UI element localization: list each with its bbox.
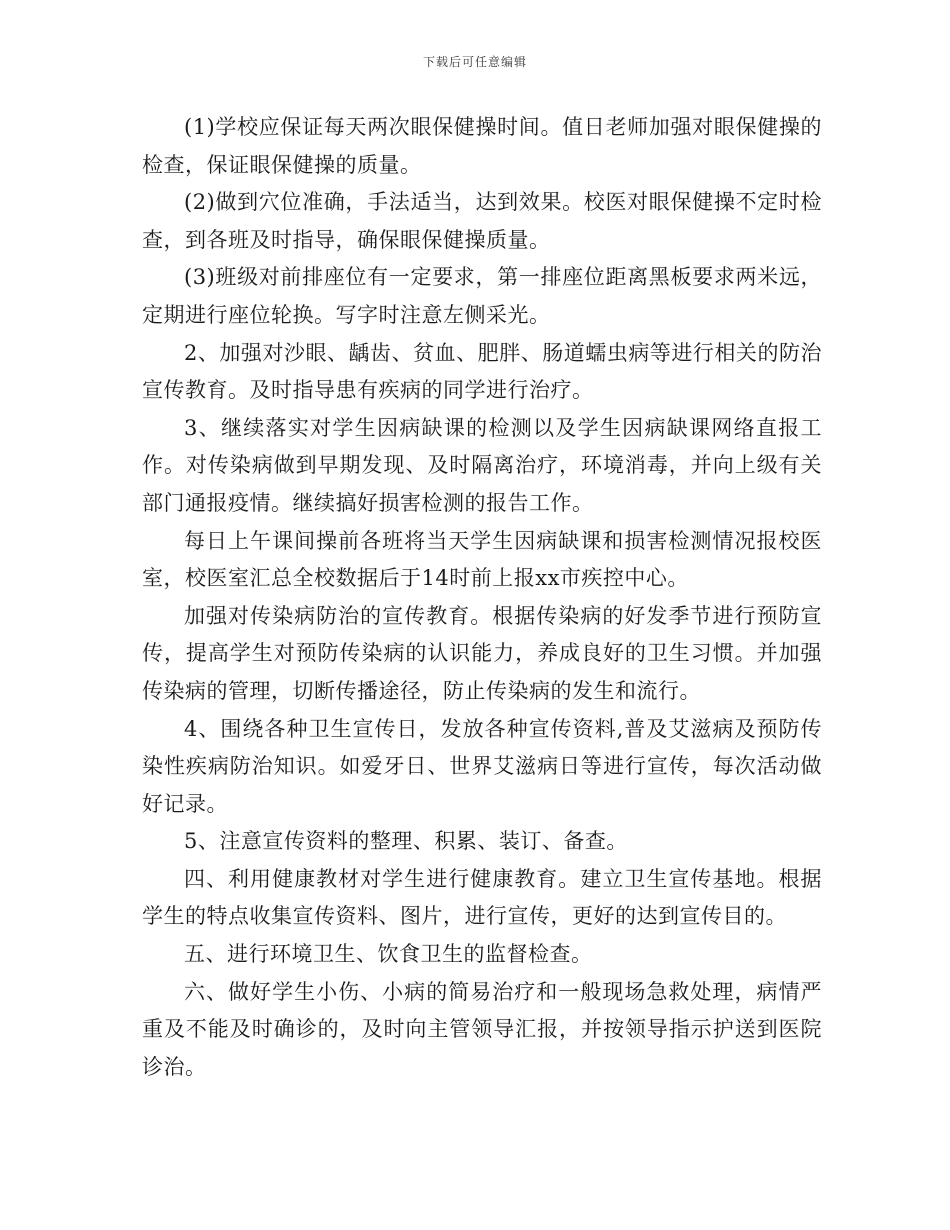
paragraph: 六、做好学生小伤、小病的简易治疗和一般现场急救处理，病情严重及不能及时确诊的，及时向主管领导汇报，并按领导指示护送到医院诊治。: [142, 979, 822, 1079]
paragraph: 五、进行环境卫生、饮食卫生的监督检查。: [184, 942, 593, 967]
document-body: [142, 109, 822, 1086]
paragraph: 4、围绕各种卫生宣传日，发放各种宣传资料,普及艾滋病及预防传染性疾病防治知识。如爱牙日、世界艾滋病日等进行宣传，每次活动做好记录。: [142, 716, 822, 816]
paragraph: 5、注意宣传资料的整理、积累、装订、备查。: [184, 829, 628, 854]
paragraph: (1)学校应保证每天两次眼保健操时间。值日老师加强对眼保健操的检查，保证眼保健操的质量。: [142, 115, 822, 177]
header-note: 下载后可任意编辑: [422, 55, 527, 69]
paragraph: (2)做到穴位准确，手法适当，达到效果。校医对眼保健操不定时检查，到各班及时指导，确保眼保健操质量。: [142, 190, 822, 252]
paragraph: 2、加强对沙眼、龋齿、贫血、肥胖、肠道蠕虫病等进行相关的防治宣传教育。及时指导患有疾病的同学进行治疗。: [142, 340, 822, 403]
paragraph: 每日上午课间操前各班将当天学生因病缺课和损害检测情况报校医室，校医室汇总全校数据后于14时前上报xx市疾控中心。: [142, 528, 822, 591]
paragraph: 四、利用健康教材对学生进行健康教育。建立卫生宣传基地。根据学生的特点收集宣传资料、图片，进行宣传，更好的达到宣传目的。: [142, 866, 822, 929]
paragraph: 加强对传染病防治的宣传教育。根据传染病的好发季节进行预防宣传，提高学生对预防传染病的认识能力，养成良好的卫生习惯。并加强传染病的管理，切断传播途径，防止传染病的发生和流行。: [142, 603, 822, 703]
paragraph: (3)班级对前排座位有一定要求，第一排座位距离黑板要求两米远，定期进行座位轮换。写字时注意左侧采光。: [142, 265, 822, 327]
paragraph: 3、继续落实对学生因病缺课的检测以及学生因病缺课网络直报工作。对传染病做到早期发现、及时隔离治疗，环境消毒，并向上级有关部门通报疫情。继续搞好损害检测的报告工作。: [142, 415, 822, 515]
